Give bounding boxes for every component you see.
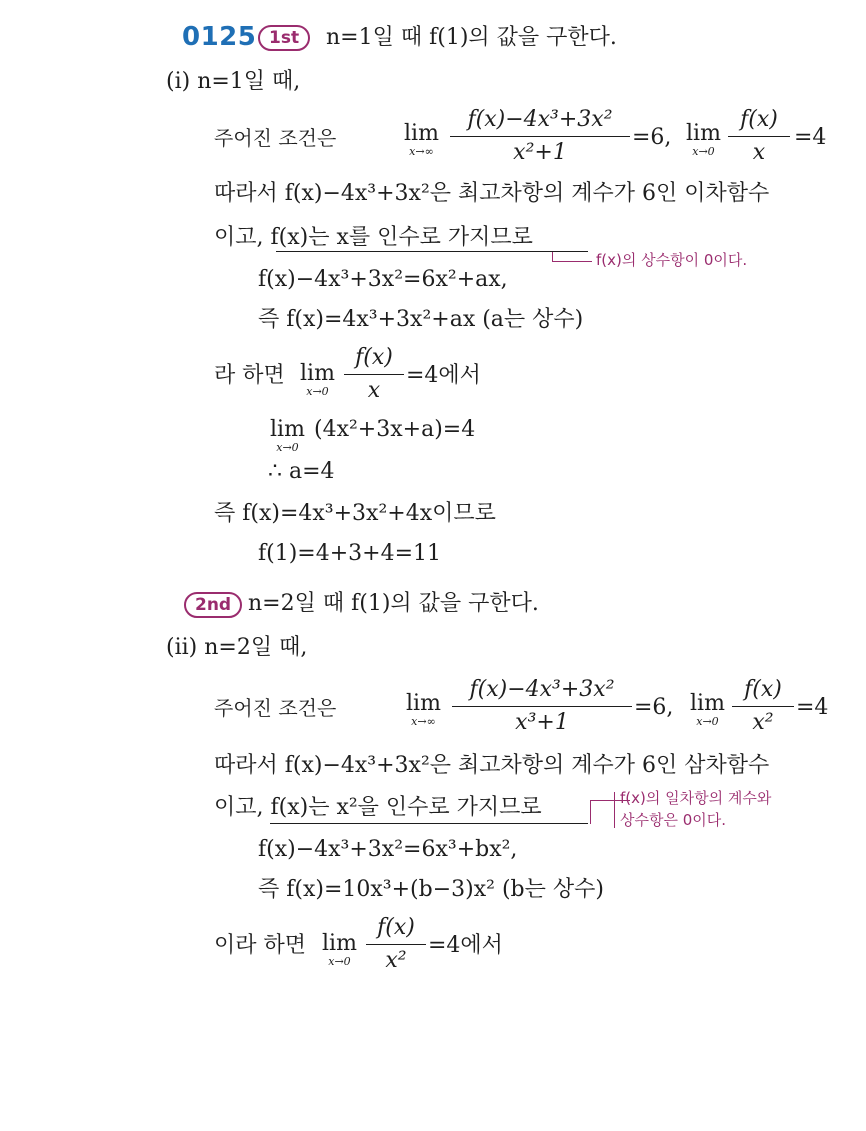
fraction-denominator: x² (752, 710, 774, 736)
fraction-bar (450, 136, 630, 137)
case-2-line-a: 따라서 f(x)−4x³+3x²은 최고차항의 계수가 6인 삼차함수 (214, 753, 770, 778)
case-1-eq-2: 즉 f(x)=4x³+3x²+ax (a는 상수) (258, 307, 584, 332)
case-1-line-a: 따라서 f(x)−4x³+3x²은 최고차항의 계수가 6인 이차함수 (214, 181, 770, 206)
case-1-fraction-2 (728, 106, 790, 167)
case-2-fraction-1 (452, 676, 632, 737)
case-1-line-b: 이고, f(x)는 x를 인수로 가지므로 (214, 225, 533, 250)
case-2-note-line-2: 상수항은 0이다. (620, 811, 727, 829)
fraction-numerator: f(x) (355, 345, 393, 370)
case-1-lim-4-expression: (4x²+3x+a)=4 (314, 417, 476, 442)
fraction-numerator: f(x) (740, 107, 778, 132)
step-1st-text: n=1일 때 f(1)의 값을 구한다. (326, 25, 617, 50)
case-2-label: (ii) n=2일 때, (166, 635, 308, 660)
case-1-label: (i) n=1일 때, (166, 69, 301, 94)
case-1-condition-prefix: 주어진 조건은 (214, 126, 337, 150)
fraction-bar (728, 136, 790, 137)
case-1-fraction-3 (344, 344, 404, 405)
lim-word: lim (300, 361, 335, 386)
case-2-rhs-3: =4에서 (428, 933, 503, 958)
lim-word: lim (690, 691, 725, 716)
lim-word: lim (322, 931, 357, 956)
case-2-note-line-1: f(x)의 일차항의 계수와 (620, 789, 772, 807)
lim-word: lim (404, 121, 439, 146)
lim-subscript: x→0 (692, 145, 715, 158)
case-1-callout-horizontal (552, 261, 592, 262)
case-1-rhs-3: =4에서 (406, 363, 481, 388)
case-2-underline (270, 823, 588, 824)
case-1-underline (276, 251, 588, 252)
lim-subscript: x→0 (696, 715, 719, 728)
fraction-denominator: x (367, 378, 381, 404)
case-2-fraction-3 (366, 914, 426, 975)
lim-word: lim (270, 417, 305, 442)
case-1-rhs-2: =4 (794, 125, 827, 150)
case-1-rhs-1: =6, (632, 125, 672, 150)
case-1-eq-1: f(x)−4x³+3x²=6x²+ax, (258, 267, 508, 292)
case-2-rhs-2: =4 (796, 695, 829, 720)
case-2-lim-3 (322, 932, 357, 968)
fraction-bar (366, 944, 426, 945)
fraction-bar (452, 706, 632, 707)
fraction-denominator: x (752, 140, 766, 166)
case-1-lim-inf (404, 122, 439, 158)
case-1-lim-3 (300, 362, 335, 398)
case-1-eq-4: f(1)=4+3+4=11 (258, 541, 442, 566)
fraction-bar (344, 374, 404, 375)
step-2nd-text: n=2일 때 f(1)의 값을 구한다. (248, 591, 539, 616)
case-2-line-c-prefix: 이라 하면 (214, 933, 307, 958)
case-1-therefore: ∴ a=4 (268, 459, 335, 484)
lim-subscript: x→∞ (409, 145, 434, 158)
lim-subscript: x→0 (276, 441, 299, 454)
case-2-line-b: 이고, f(x)는 x²을 인수로 가지므로 (214, 795, 542, 820)
case-2-eq-2: 즉 f(x)=10x³+(b−3)x² (b는 상수) (258, 877, 604, 902)
case-1-fraction-1 (450, 106, 630, 167)
case-2-callout-bracket (614, 792, 615, 828)
fraction-denominator: x² (385, 948, 407, 974)
lim-subscript: x→0 (328, 955, 351, 968)
lim-subscript: x→0 (306, 385, 329, 398)
lim-subscript: x→∞ (411, 715, 436, 728)
fraction-numerator: f(x)−4x³+3x² (467, 107, 613, 132)
case-2-condition-prefix: 주어진 조건은 (214, 696, 337, 720)
case-2-eq-1: f(x)−4x³+3x²=6x³+bx², (258, 837, 518, 862)
case-2-lim-inf (406, 692, 441, 728)
step-1st-badge: 1st (258, 25, 310, 51)
case-1-note: f(x)의 상수항이 0이다. (596, 251, 748, 269)
lim-word: lim (686, 121, 721, 146)
case-2-callout-vertical (590, 800, 591, 824)
case-2-fraction-2 (732, 676, 794, 737)
case-1-eq-3: 즉 f(x)=4x³+3x²+4x이므로 (214, 501, 496, 526)
case-1-lim-4 (270, 418, 305, 454)
case-1-lim-zero (686, 122, 721, 158)
fraction-numerator: f(x) (377, 915, 415, 940)
fraction-numerator: f(x)−4x³+3x² (469, 677, 615, 702)
fraction-denominator: x²+1 (513, 140, 567, 166)
fraction-bar (732, 706, 794, 707)
case-1-line-c-prefix: 라 하면 (214, 363, 285, 388)
step-2nd-badge: 2nd (184, 592, 242, 618)
fraction-denominator: x³+1 (515, 710, 569, 736)
lim-word: lim (406, 691, 441, 716)
fraction-numerator: f(x) (744, 677, 782, 702)
case-2-rhs-1: =6, (634, 695, 674, 720)
problem-number: 0125 (182, 22, 257, 52)
case-2-lim-zero (690, 692, 725, 728)
